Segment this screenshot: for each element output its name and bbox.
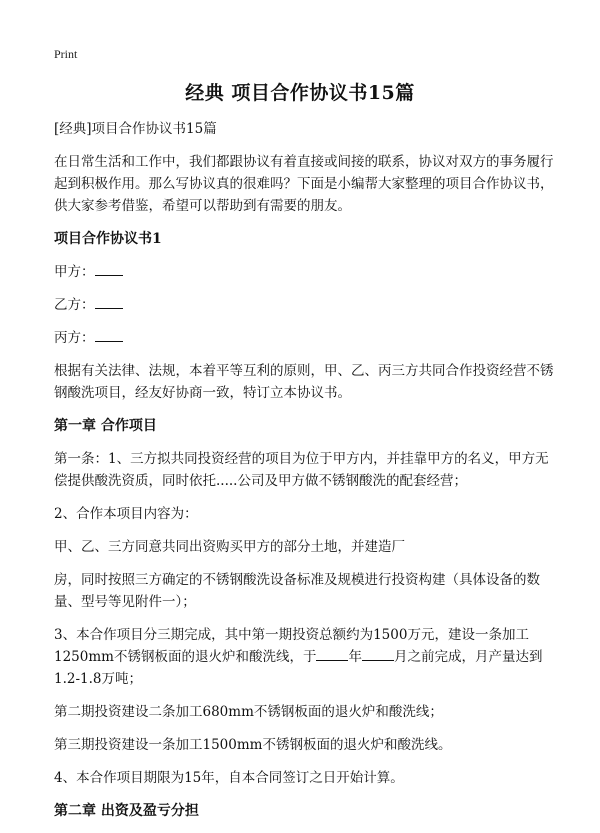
blank-line <box>362 646 394 661</box>
document-subtitle: [经典]项目合作协议书15篇 <box>54 121 217 137</box>
party-b-label: 乙方： <box>54 297 95 313</box>
blank-line <box>316 646 348 661</box>
party-c-line <box>54 327 554 349</box>
section-heading: 项目合作协议书1 <box>54 231 162 247</box>
item-paragraph: 第三期投资建设一条加工1500mm不锈钢板面的退火炉和酸洗线。 <box>54 737 452 753</box>
chapter-heading: 第二章 出资及盈亏分担 <box>54 803 199 819</box>
party-c-label: 丙方： <box>54 330 95 346</box>
blank-line <box>95 294 123 309</box>
intro-paragraph: 在日常生活和工作中，我们都跟协议有着直接或间接的联系，协议对双方的事务履行起到积极作用。那么写协议真的很难吗？下面是小编帮大家整理的项目合作协议书，供大家参考借鉴，希望可以帮助到有需要的朋友。 <box>54 154 554 214</box>
preamble-paragraph: 根据有关法律、法规，本着平等互利的原则，甲、乙、丙三方共同合作投资经营不锈钢酸洗项目，经友好协商一致，特订立本协议书。 <box>54 363 554 401</box>
document-body <box>54 118 554 833</box>
article-paragraph: 第一条：1、三方拟共同投资经营的项目为位于甲方内，并挂靠甲方的名义，甲方无偿提供酸洗资质，同时依托.....公司及甲方做不锈钢酸洗的配套经营； <box>54 451 549 489</box>
blank-line <box>95 327 123 342</box>
blank-line <box>95 261 123 276</box>
item-paragraph <box>54 624 554 690</box>
item3-year: 年 <box>348 649 362 665</box>
item-paragraph: 4、本合作项目期限为15年，自本合同签订之日开始计算。 <box>54 770 404 786</box>
party-a-line <box>54 261 554 283</box>
item3-month: 月之前完成，月产量达到1.2-1.8万吨； <box>54 649 543 687</box>
item-paragraph: 2、合作本项目内容为： <box>54 506 198 522</box>
print-link[interactable]: Print <box>54 47 78 61</box>
party-a-label: 甲方： <box>54 264 95 280</box>
item-paragraph: 甲、乙、三方同意共同出资购买甲方的部分土地，并建造厂 <box>54 539 405 555</box>
party-b-line <box>54 294 554 316</box>
chapter-heading: 第一章 合作项目 <box>54 418 157 434</box>
page-title: 经典 项目合作协议书15篇 <box>185 82 415 104</box>
item-paragraph: 房，同时按照三方确定的不锈钢酸洗设备标准及规模进行投资构建（具体设备的数量、型号等见附件一）； <box>54 572 540 610</box>
item3-text: 3、本合作项目分三期完成，其中第一期投资总额约为1500万元，建设一条加工1250mm不锈钢板面的退火炉和酸洗线，于 <box>54 627 529 665</box>
item-paragraph: 第二期投资建设二条加工680mm不锈钢板面的退火炉和酸洗线； <box>54 704 443 720</box>
